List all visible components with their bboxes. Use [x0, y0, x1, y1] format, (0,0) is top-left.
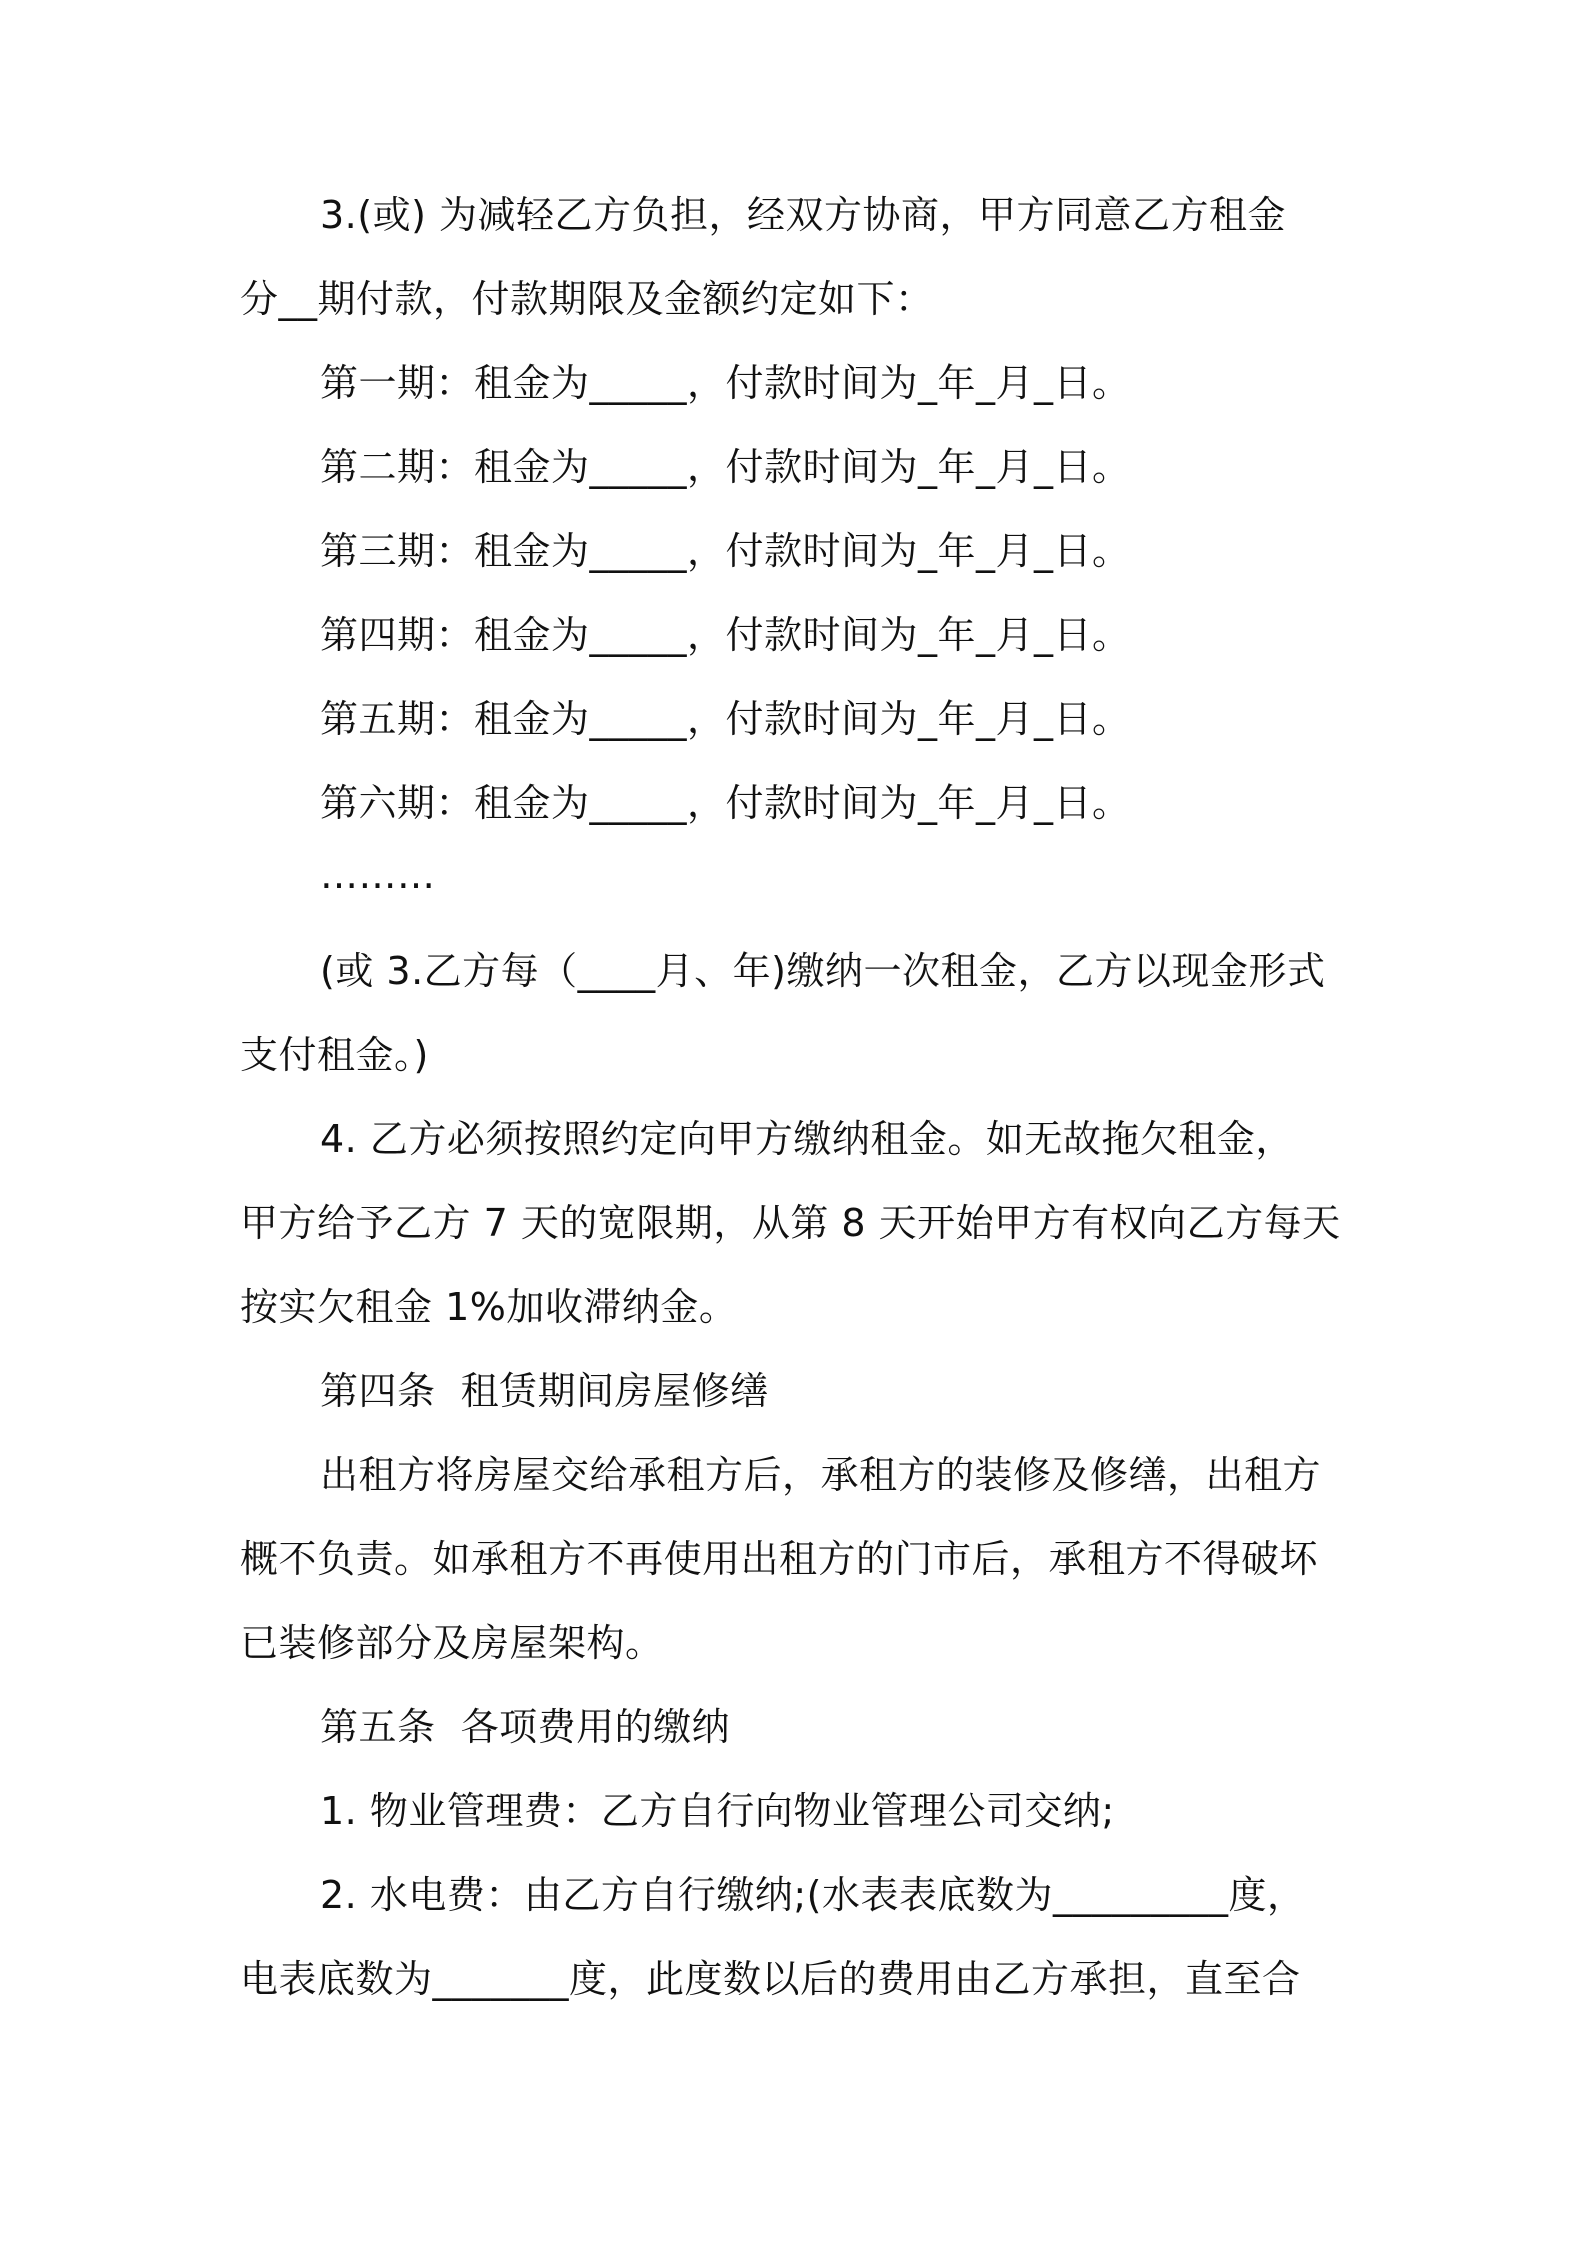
paragraph-line: 2. 水电费：由乙方自行缴纳;(水表表底数为_________度，	[320, 1873, 1306, 1917]
paragraph-line: 甲方给予乙方 7 天的宽限期，从第 8 天开始甲方有权向乙方每天	[240, 1201, 1341, 1245]
paragraph-line: 第二期：租金为_____，付款时间为_年_月_日。	[320, 445, 1131, 489]
paragraph-line: 第四期：租金为_____，付款时间为_年_月_日。	[320, 613, 1131, 657]
paragraph-line: 第六期：租金为_____，付款时间为_年_月_日。	[320, 781, 1131, 825]
paragraph-line: 分__期付款，付款期限及金额约定如下：	[240, 277, 934, 321]
section-heading: 第四条 租赁期间房屋修缮	[320, 1369, 769, 1413]
paragraph-line: 支付租金。)	[240, 1033, 429, 1077]
paragraph-line: 概不负责。如承租方不再使用出租方的门市后，承租方不得破坏	[240, 1537, 1319, 1581]
paragraph-line: 3.(或) 为减轻乙方负担，经双方协商，甲方同意乙方租金	[320, 193, 1286, 237]
paragraph-line: 第一期：租金为_____，付款时间为_年_月_日。	[320, 361, 1131, 405]
section-heading: 第五条 各项费用的缴纳	[320, 1705, 731, 1749]
paragraph-line: 1. 物业管理费：乙方自行向物业管理公司交纳;	[320, 1789, 1115, 1833]
paragraph-line: 已装修部分及房屋架构。	[240, 1621, 664, 1665]
paragraph-line: (或 3.乙方每（____月、年)缴纳一次租金，乙方以现金形式	[320, 949, 1326, 993]
paragraph-line: 电表底数为_______度，此度数以后的费用由乙方承担，直至合	[240, 1957, 1301, 2001]
paragraph-line: 按实欠租金 1%加收滞纳金。	[240, 1285, 738, 1329]
paragraph-line: 出租方将房屋交给承租方后，承租方的装修及修缮，出租方	[320, 1453, 1322, 1497]
ellipsis-line: ………	[320, 853, 436, 897]
paragraph-line: 4. 乙方必须按照约定向甲方缴纳租金。如无故拖欠租金，	[320, 1117, 1294, 1161]
paragraph-line: 第三期：租金为_____，付款时间为_年_月_日。	[320, 529, 1131, 573]
paragraph-line: 第五期：租金为_____，付款时间为_年_月_日。	[320, 697, 1131, 741]
